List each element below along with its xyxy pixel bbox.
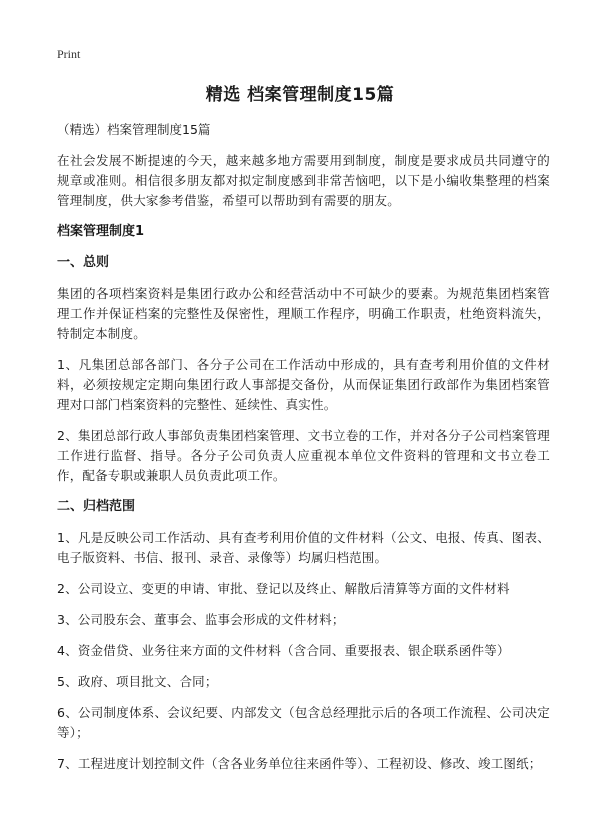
scope-item: 6、公司制度体系、会议纪要、内部发文（包含总经理批示后的各项工作流程、公司决定等）；	[57, 705, 550, 740]
part-heading-general: 一、总则	[57, 255, 110, 270]
document-subtitle: （精选）档案管理制度15篇	[57, 122, 211, 137]
general-paragraph-1: 集团的各项档案资料是集团行政办公和经营活动中不可缺少的要素。为规范集团档案管理工作并保证档案的完整性及保密性，理顺工作程序，明确工作职责，杜绝资料流失，特制定本制度。	[57, 286, 550, 341]
scope-item: 2、公司设立、变更的申请、审批、登记以及终止、解散后清算等方面的文件材料	[57, 581, 510, 596]
scope-item: 7、工程进度计划控制文件（含各业务单位往来函件等）、工程初设、修改、竣工图纸；	[57, 756, 542, 771]
page-title: 精选 档案管理制度15篇	[205, 85, 395, 105]
scope-item: 4、资金借贷、业务往来方面的文件材料（含合同、重要报表、银企联系函件等）	[57, 643, 510, 658]
section-heading: 档案管理制度1	[57, 224, 145, 239]
intro-paragraph: 在社会发展不断提速的今天，越来越多地方需要用到制度，制度是要求成员共同遵守的规章或准则。相信很多朋友都对拟定制度感到非常苦恼吧，以下是小编收集整理的档案管理制度，供大家参考借鉴，希望可以帮助到有需要的朋友。	[57, 153, 550, 208]
scope-item: 1、凡是反映公司工作活动、具有查考利用价值的文件材料（公文、电报、传真、图表、电子版资料、书信、报刊、录音、录像等）均属归档范围。	[57, 530, 550, 565]
general-paragraph-2: 1、凡集团总部各部门、各分子公司在工作活动中形成的，具有查考利用价值的文件材料，必须按规定定期向集团行政人事部提交备份，从而保证集团行政部作为集团档案管理对口部门档案资料的完整性、延续性、真实性。	[57, 357, 550, 412]
part-heading-archive-scope: 二、归档范围	[57, 499, 136, 514]
general-paragraph-3: 2、集团总部行政人事部负责集团档案管理、文书立卷的工作，并对各分子公司档案管理工作进行监督、指导。各分子公司负责人应重视本单位文件资料的管理和文书立卷工作，配备专职或兼职人员负责此项工作。	[57, 428, 550, 483]
scope-item: 3、公司股东会、董事会、监事会形成的文件材料；	[57, 612, 345, 627]
document-body	[57, 120, 550, 785]
print-label: Print	[57, 47, 81, 61]
scope-item: 5、政府、项目批文、合同；	[57, 674, 218, 689]
